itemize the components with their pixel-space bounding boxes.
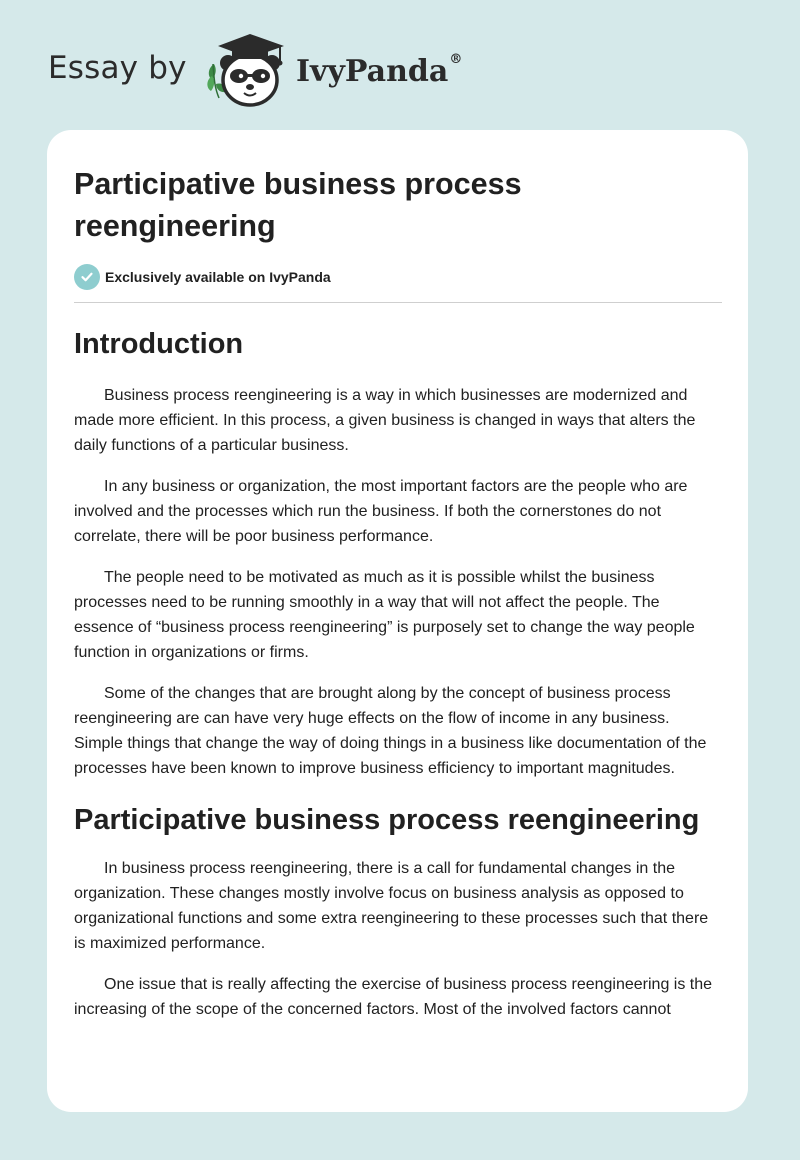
section-heading-introduction: Introduction bbox=[74, 328, 244, 360]
site-header bbox=[0, 0, 800, 130]
paragraph: The people need to be motivated as much as it is possible whilst the business processes need to be running smoothly in a way that will not affect the people. The essence of “business process reengineering” is purposely set to change the way people function in organizations or firms. bbox=[74, 569, 695, 661]
check-icon bbox=[74, 264, 100, 290]
essay-by-label: Essay by bbox=[48, 50, 187, 86]
paragraph: In any business or organization, the most important factors are the people who are involved and the processes which run the business. If both the cornerstones do not correlate, there will be poor business performance. bbox=[74, 478, 688, 545]
paragraph: Some of the changes that are brought along by the concept of business process reengineering are can have very huge effects on the flow of income in any business. Simple things that change the way of doing things in a business like documentation of the processes have been known to improve business efficiency to important magnitudes. bbox=[74, 685, 707, 777]
paragraph: Business process reengineering is a way in which businesses are modernized and made more efficient. In this process, a given business is changed in ways that alters the daily functions of a particular business. bbox=[74, 387, 696, 454]
essay-card bbox=[47, 130, 748, 1112]
essay-title: Participative business process reengineering bbox=[74, 167, 522, 243]
exclusive-badge bbox=[74, 264, 331, 290]
essay-body bbox=[74, 325, 722, 1038]
divider bbox=[74, 302, 722, 303]
paragraph: One issue that is really affecting the exercise of business process reengineering is the increasing of the scope of the concerned factors. Most of the involved factors cannot bbox=[74, 976, 713, 1018]
panda-graduate-icon[interactable] bbox=[200, 30, 296, 115]
badge-text: Exclusively available on IvyPanda bbox=[105, 269, 331, 285]
registered-mark: ® bbox=[449, 52, 463, 67]
section-heading-participative: Participative business process reengineering bbox=[74, 804, 700, 836]
paragraph: In business process reengineering, there is a call for fundamental changes in the organization. These changes mostly involve focus on business analysis as opposed to organizational functions and some extra reengineering to these processes such that there is maximized performance. bbox=[74, 860, 709, 952]
brand-logo[interactable] bbox=[296, 54, 462, 89]
brand-name: IvyPanda bbox=[296, 54, 449, 89]
